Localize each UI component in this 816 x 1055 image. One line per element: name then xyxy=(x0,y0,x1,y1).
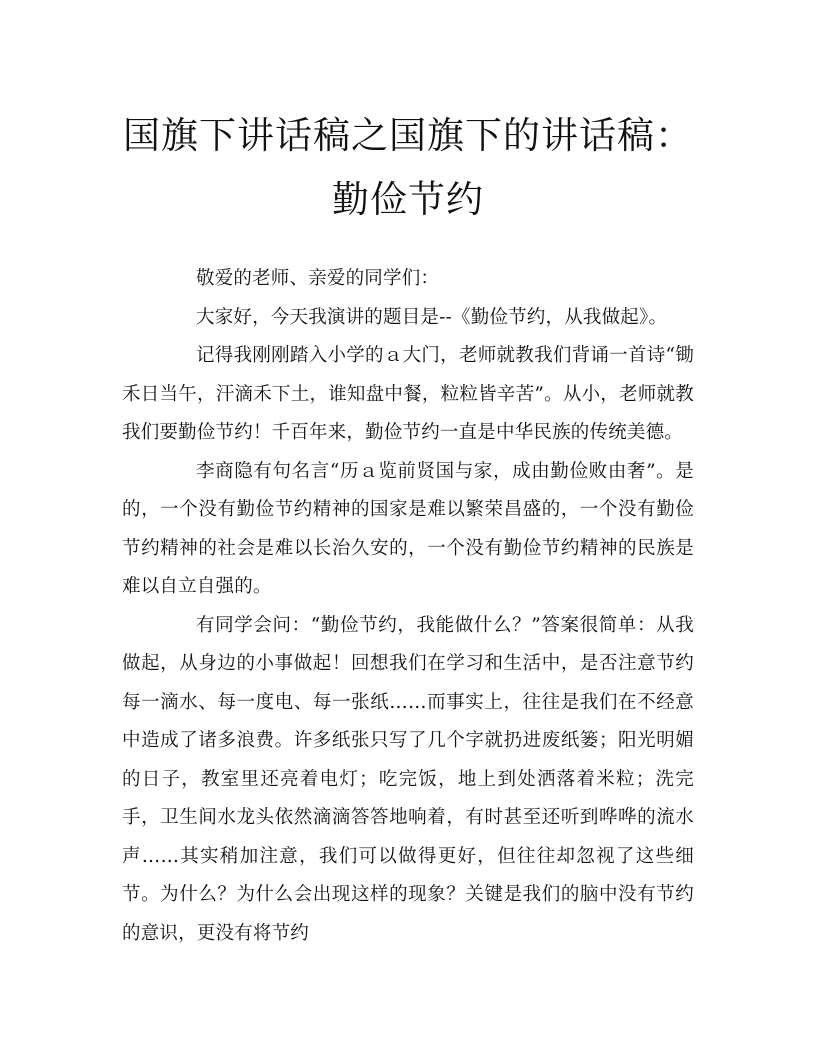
paragraph-examples: 有同学会问：“勤俭节约，我能做什么？”答案很简单：从我做起，从身边的小事做起！回想我们在学习和生活中，是否注意节约每一滴水、每一度电、每一张纸……而事实上，往往是我们在不经意中造成了诸多浪费。许多纸张只写了几个字就扔进废纸篓；阳光明媚的日子，教室里还亮着电灯；吃完饭，地上到处洒落着米粒；洗完手，卫生间水龙头依然滴滴答答地响着，有时甚至还听到哗哗的流水声……其实稍加注意，我们可以做得更好，但往往却忽视了这些细节。为什么？为什么会出现这样的现象？关键是我们的脑中没有节约的意识，更没有将节约 xyxy=(122,614,694,944)
document-body xyxy=(122,260,694,953)
paragraph-quote: 李商隐有句名言“历ａ览前贤国与家，成由勤俭败由奢”。是的，一个没有勤俭节约精神的国家是难以繁荣昌盛的，一个没有勤俭节约精神的社会是难以长治久安的，一个没有勤俭节约精神的民族是难以自立自强的。 xyxy=(122,460,694,597)
paragraph-intro: 大家好，今天我演讲的题目是--《勤俭节约，从我做起》。 xyxy=(196,306,668,328)
paragraph-greeting: 敬爱的老师、亲爱的同学们： xyxy=(196,268,440,289)
document-title: 国旗下讲话稿之国旗下的讲话稿：勤俭节约 xyxy=(123,114,693,221)
paragraph-poem: 记得我刚刚踏入小学的ａ大门，老师就教我们背诵一首诗“锄禾日当午，汗滴禾下土，谁知盘中餐，粒粒皆辛苦”。从小，老师就教我们要勤俭节约！千百年来，勤俭节约一直是中华民族的传统美德。 xyxy=(122,345,694,443)
